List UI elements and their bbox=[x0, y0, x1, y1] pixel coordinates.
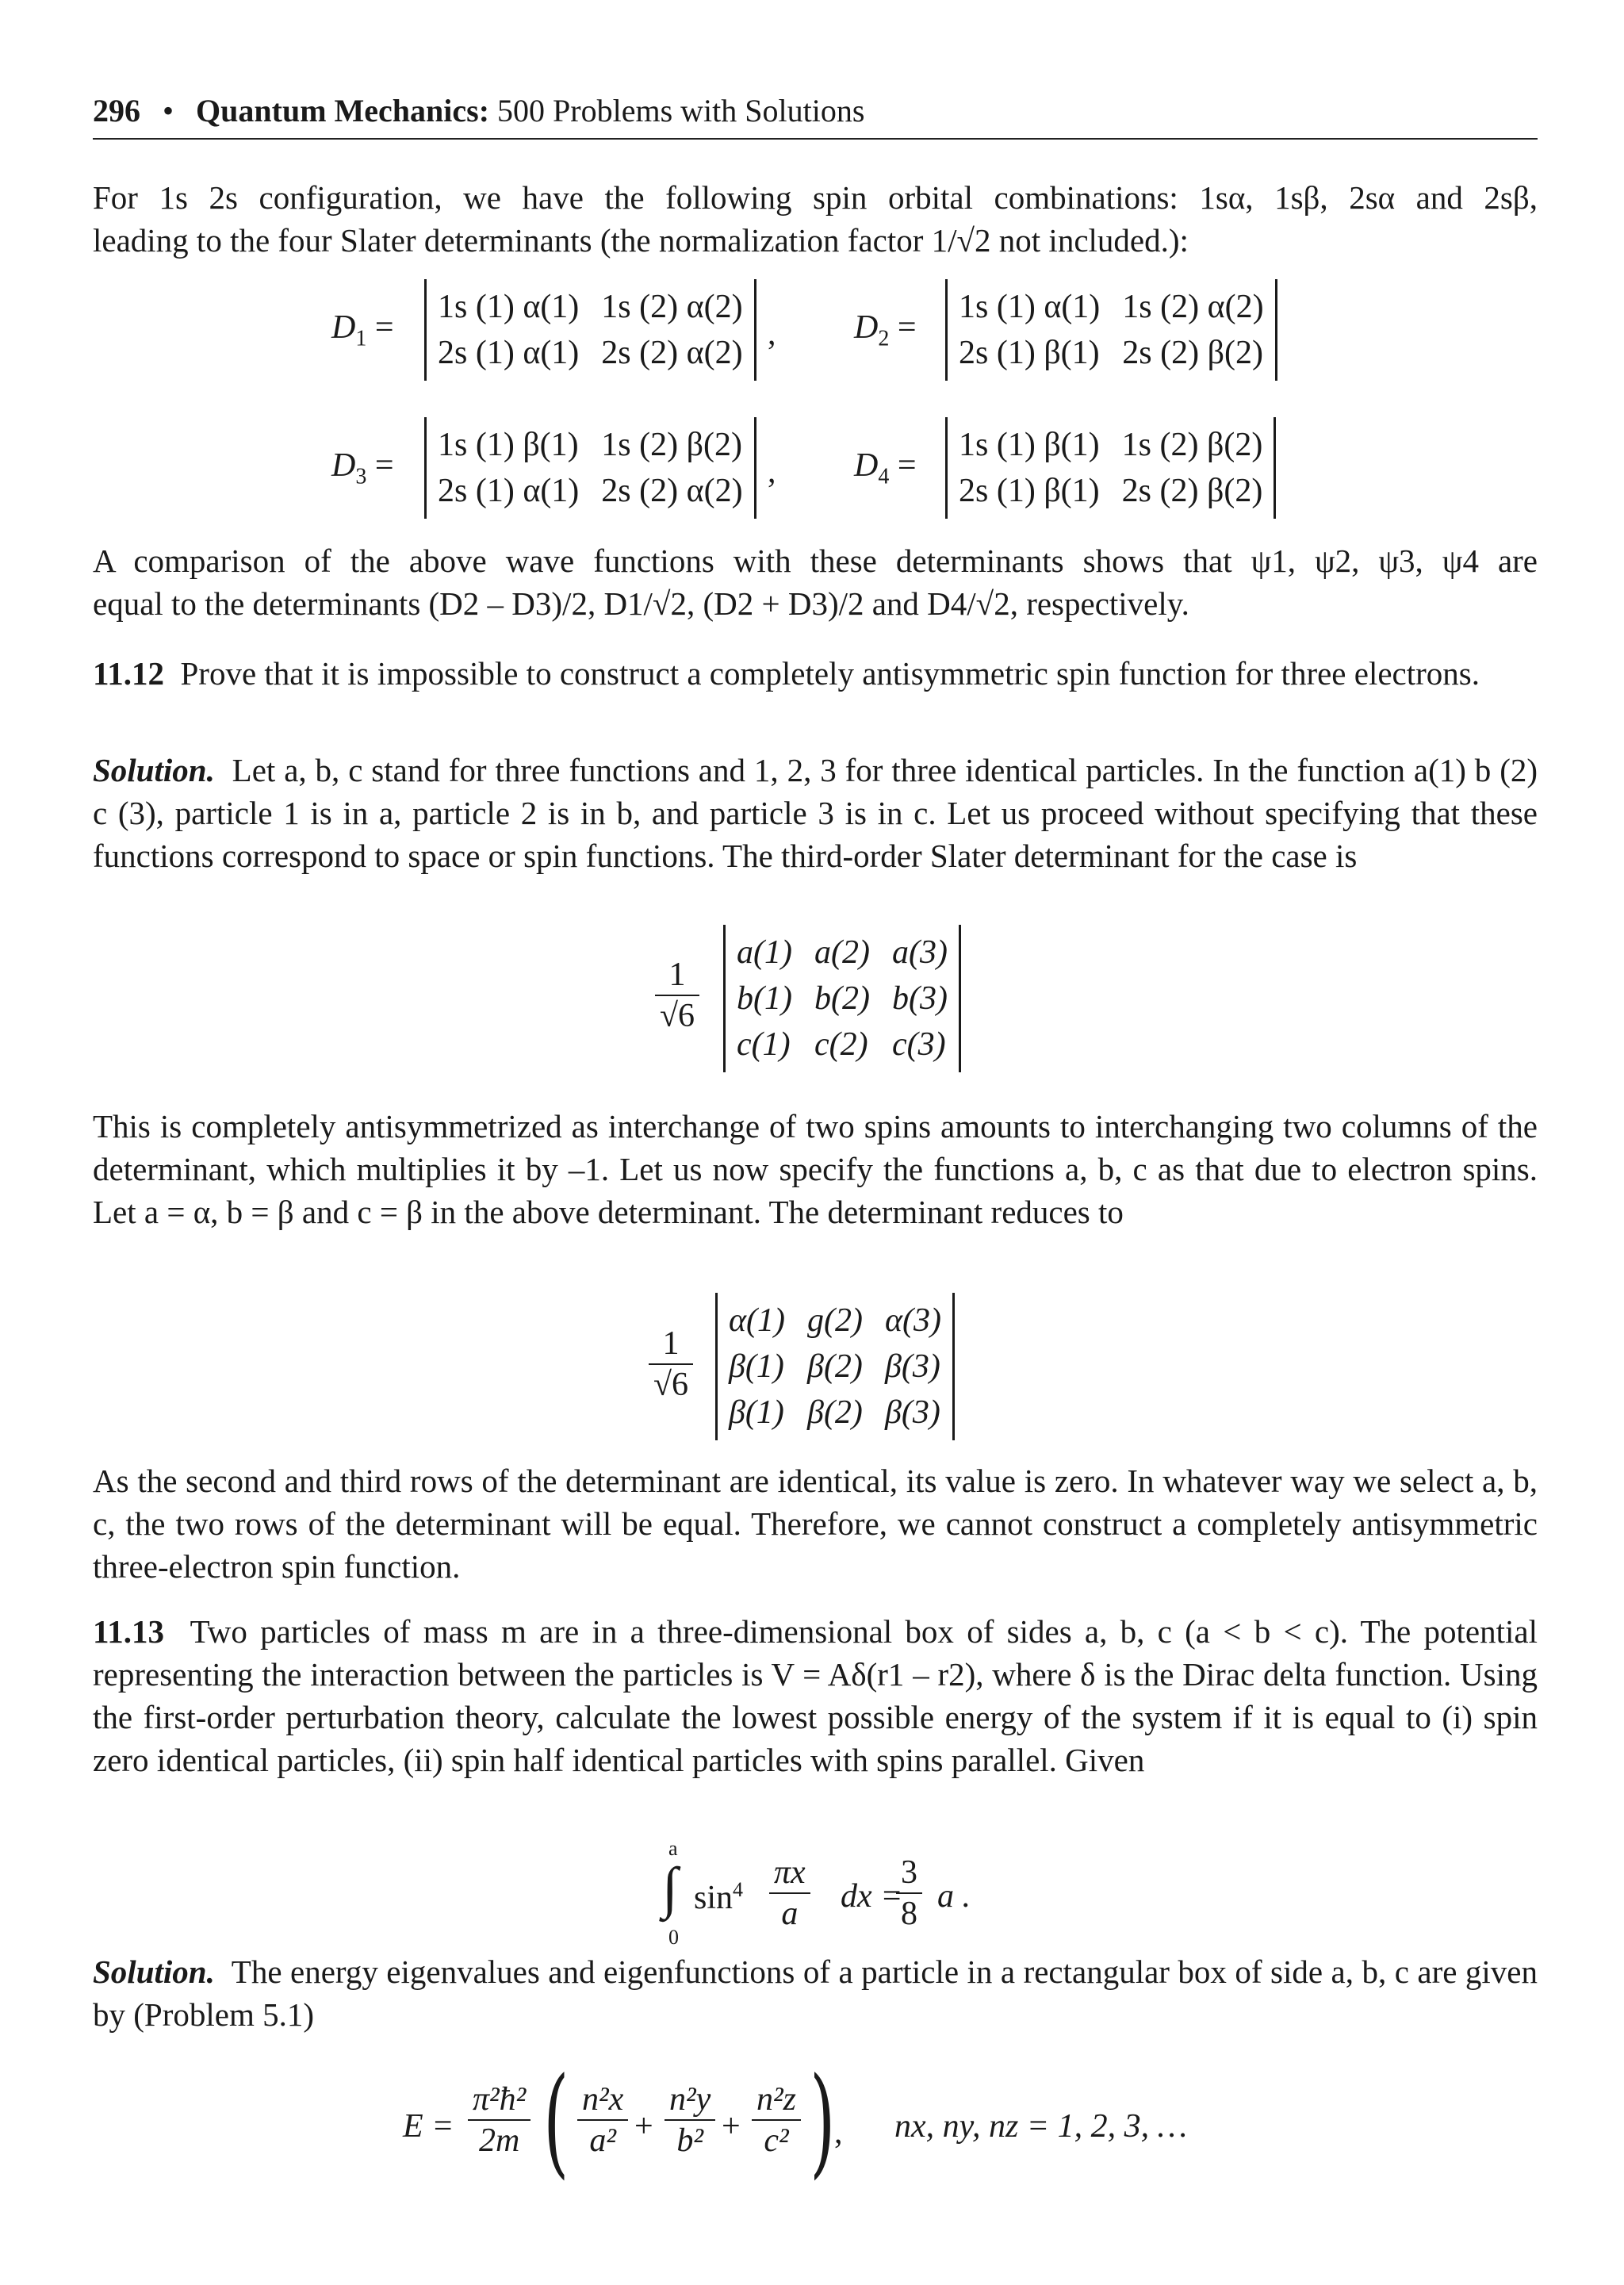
book-title: Quantum Mechanics: bbox=[196, 93, 490, 128]
det-cell: α(1) bbox=[729, 1302, 786, 1339]
bullet-separator: • bbox=[163, 93, 174, 128]
solution-text: Let a, b, c stand for three functions and 1, 2, 3 for three identical particles. In the function a(1) b (2) c (3), particle 1 is in a, particle 2 is in b, and particle 3 is in c. Let us proceed without specifying that these functions correspond to space or spin functions. The third-order Slater determinant for the case is bbox=[93, 752, 1538, 874]
det-cell: 2s (2) α(2) bbox=[601, 335, 743, 371]
determinant-d1 bbox=[424, 279, 756, 381]
comparison-paragraph bbox=[93, 539, 1538, 625]
det-cell: β(3) bbox=[885, 1348, 940, 1385]
det-cell: g(2) bbox=[807, 1302, 864, 1339]
plus-sign: + bbox=[722, 2108, 741, 2145]
energy-prefactor: $\frac{\text{π²ħ²}}{2m}$ bbox=[468, 2083, 530, 2157]
det-cell: α(3) bbox=[885, 1302, 942, 1339]
det-cell: a(2) bbox=[814, 934, 870, 971]
det-cell: b(3) bbox=[891, 980, 948, 1017]
det-cell: β(2) bbox=[807, 1348, 863, 1385]
determinant-d4 bbox=[945, 417, 1276, 519]
result-tail: a . bbox=[937, 1878, 971, 1915]
det-cell: 2s (1) α(1) bbox=[438, 473, 580, 509]
det-cell: β(2) bbox=[807, 1394, 863, 1431]
comma: , bbox=[834, 2114, 843, 2151]
det-cell: c(1) bbox=[737, 1026, 791, 1063]
det-cell: 1s (1) α(1) bbox=[438, 289, 580, 325]
term-x: $\frac{\text{n²x}}{\text{a²}}$ bbox=[577, 2083, 628, 2157]
det-cell: a(1) bbox=[737, 934, 792, 971]
det-cell: β(3) bbox=[885, 1394, 940, 1431]
d4-label: $D_4$ = bbox=[854, 447, 917, 489]
det-cell: 2s (2) β(2) bbox=[1122, 335, 1263, 371]
det-cell: 1s (2) α(2) bbox=[601, 289, 743, 325]
det-cell: 1s (2) β(2) bbox=[601, 427, 742, 463]
left-paren: ( bbox=[543, 2053, 569, 2191]
comparison-line-1: A comparison of the above wave functions with these determinants shows that ψ1, ψ2, ψ3, ψ4 are bbox=[93, 542, 1538, 579]
page-number: 296 bbox=[93, 93, 140, 128]
right-paren: ) bbox=[810, 2053, 836, 2191]
integral-lower-limit: 0 bbox=[668, 1926, 679, 1949]
integral-dx: dx = bbox=[841, 1878, 903, 1915]
prefactor-fraction: $\frac{1}{√6}$ bbox=[655, 958, 699, 1033]
quantum-numbers: nx, ny, nz = 1, 2, 3, … bbox=[894, 2108, 1187, 2145]
det-cell: β(1) bbox=[729, 1394, 784, 1431]
integral-upper-limit: a bbox=[668, 1837, 678, 1860]
solution-11-12-para3: As the second and third rows of the determinant are identical, its value is zero. In whatever way we select a, b, c, the two rows of the determinant will be equal. Therefore, we cannot construct a completely antisymmetric three-electron spin function. bbox=[93, 1463, 1538, 1585]
solution-11-12-para2: This is completely antisymmetrized as interchange of two spins amounts to interchanging two columns of the determinant, which multiplies it by –1. Let us now specify the functions a, b, c as that due to electron spins. Let a = α, b = β and c = β in the above determinant. The determinant reduces to bbox=[93, 1108, 1538, 1230]
result-fraction: $\frac{3}{8}$ bbox=[896, 1856, 922, 1930]
integrand: $\sin^4$ bbox=[694, 1878, 744, 1916]
determinant-3x3-abc bbox=[723, 925, 961, 1072]
term-z: $\frac{\text{n²z}}{\text{c²}}$ bbox=[752, 2083, 801, 2157]
d1-label: $D_1$ = bbox=[331, 309, 394, 351]
problem-number: 11.12 bbox=[93, 655, 164, 692]
book-subtitle: 500 Problems with Solutions bbox=[497, 93, 865, 128]
det-cell: 1s (2) α(2) bbox=[1122, 289, 1264, 325]
determinant-d2 bbox=[945, 279, 1277, 381]
solution-11-13 bbox=[93, 1950, 1538, 2036]
intro-paragraph bbox=[93, 176, 1538, 262]
det-cell: c(2) bbox=[814, 1026, 868, 1063]
det-cell: 2s (2) α(2) bbox=[601, 473, 743, 509]
solution-text: The energy eigenvalues and eigenfunctions of a particle in a rectangular box of side a, b, c are given by (Problem 5.1) bbox=[93, 1953, 1538, 2033]
d3-label: $D_3$ = bbox=[331, 447, 394, 489]
intro-line-1: For 1s 2s configuration, we have the following spin orbital combinations: 1sα, 1sβ, 2sα and 2sβ, bbox=[93, 179, 1538, 216]
det-cell: b(2) bbox=[814, 980, 870, 1017]
problem-text: Two particles of mass m are in a three-dimensional box of sides a, b, c (a < b < c). The potential representing the interaction between the particles is V = Aδ(r1 – r2), where δ is the Dirac delta function. Using the first-order perturbation theory, calculate the lowest possible energy of the system if it is equal to (i) spin zero identical particles, (ii) spin half identical particles with spins parallel. Given bbox=[93, 1613, 1538, 1778]
integral-sign: ∫ bbox=[662, 1856, 678, 1919]
solution-11-12-para1 bbox=[93, 749, 1538, 877]
term-y: $\frac{\text{n²y}}{\text{b²}}$ bbox=[665, 2083, 715, 2157]
problem-text: Prove that it is impossible to construct a completely antisymmetric spin function for three electrons. bbox=[180, 655, 1480, 692]
solution-label: Solution. bbox=[93, 752, 215, 788]
det-cell: 2s (1) β(1) bbox=[959, 335, 1100, 371]
prefactor-fraction: $\frac{1}{√6}$ bbox=[649, 1327, 693, 1401]
det-cell: 2s (1) β(1) bbox=[959, 473, 1100, 509]
problem-11-12 bbox=[93, 652, 1538, 695]
det-cell: 2s (1) α(1) bbox=[438, 335, 580, 371]
comparison-line-2: equal to the determinants (D2 – D3)/2, D1/√2, (D2 + D3)/2 and D4/√2, respectively. bbox=[93, 585, 1189, 622]
plus-sign: + bbox=[634, 2108, 653, 2145]
energy-lhs: E = bbox=[403, 2108, 454, 2145]
det-cell: c(3) bbox=[891, 1026, 946, 1063]
comma: , bbox=[768, 316, 776, 352]
determinant-3x3-spin bbox=[715, 1293, 955, 1440]
det-cell: β(1) bbox=[729, 1348, 784, 1385]
det-cell: 1s (1) α(1) bbox=[959, 289, 1101, 325]
problem-11-13 bbox=[93, 1610, 1538, 1781]
comma: , bbox=[768, 454, 776, 490]
det-cell: 1s (1) β(1) bbox=[438, 427, 579, 463]
integrand-fraction: $\frac{\pi x}{a}$ bbox=[769, 1856, 810, 1930]
det-cell: b(1) bbox=[737, 980, 792, 1017]
d2-label: $D_2$ = bbox=[854, 309, 917, 351]
det-cell: 1s (1) β(1) bbox=[959, 427, 1100, 463]
det-cell: a(3) bbox=[891, 934, 948, 971]
determinant-d3 bbox=[424, 417, 756, 519]
intro-line-2: leading to the four Slater determinants (the normalization factor 1/√2 not included.): bbox=[93, 222, 1189, 259]
det-cell: 1s (2) β(2) bbox=[1121, 427, 1263, 463]
running-head bbox=[93, 89, 1538, 140]
solution-label: Solution. bbox=[93, 1953, 215, 1990]
det-cell: 2s (2) β(2) bbox=[1121, 473, 1263, 509]
problem-number: 11.13 bbox=[93, 1613, 164, 1650]
